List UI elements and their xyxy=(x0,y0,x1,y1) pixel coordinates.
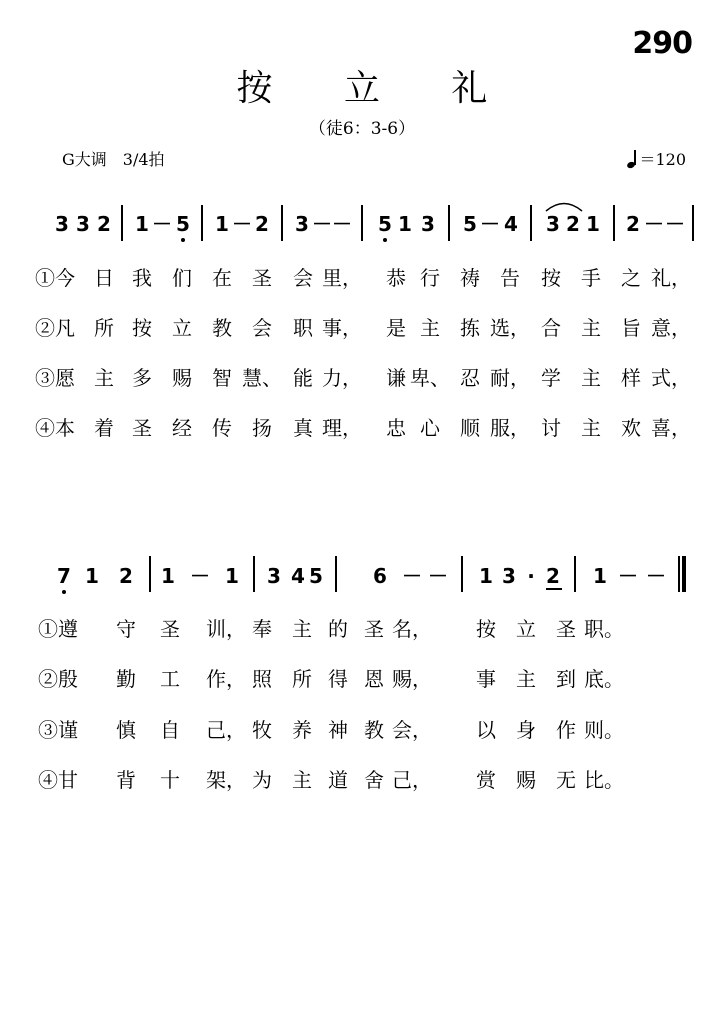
lyric-char: 牧 xyxy=(252,718,272,742)
lyric-char: 无 xyxy=(556,768,576,792)
lyric-char: 圣 xyxy=(252,266,272,290)
note: － xyxy=(644,212,664,236)
lyric-char: 名， xyxy=(392,617,432,641)
note: 1 xyxy=(85,564,99,588)
lyric-char: 得 xyxy=(328,667,348,691)
lyric-char: 经 xyxy=(172,416,192,440)
barline xyxy=(448,205,450,241)
lyric-char: 赐， xyxy=(392,667,432,691)
lyric-char: 耐， xyxy=(490,366,530,390)
note: 1 xyxy=(135,212,149,236)
note: 3 xyxy=(55,212,69,236)
note: － xyxy=(402,564,422,588)
lyric-char: 恩 xyxy=(364,667,384,691)
lyric-line xyxy=(0,617,724,647)
lyric-char: ③谨 xyxy=(38,718,78,742)
lyric-line xyxy=(0,416,724,446)
lyric-char: 会 xyxy=(293,266,313,290)
lyric-char: 养 xyxy=(292,718,312,742)
lyric-char: 力， xyxy=(322,366,362,390)
lyric-char: 慎 xyxy=(116,718,136,742)
lyric-char: 行 xyxy=(420,266,440,290)
note: － xyxy=(232,212,252,236)
lyric-char: 以 xyxy=(476,718,496,742)
lyric-char: 多 xyxy=(132,366,152,390)
lyric-char: 按 xyxy=(476,617,496,641)
lyric-char: 会 xyxy=(252,316,272,340)
note: 2 xyxy=(97,212,111,236)
lyric-char: 赏 xyxy=(476,768,496,792)
lyric-char: 赐 xyxy=(516,768,536,792)
lyric-char: 主 xyxy=(292,768,312,792)
lyric-char: 自 xyxy=(160,718,180,742)
lyric-char: ④甘 xyxy=(38,768,78,792)
note: 1 xyxy=(225,564,239,588)
tempo-value: ＝120 xyxy=(639,150,686,169)
lyric-char: 己， xyxy=(206,718,246,742)
note: 5 xyxy=(309,564,323,588)
lyric-char: 十 xyxy=(160,768,180,792)
lyric-char: 教 xyxy=(212,316,232,340)
note: 3 xyxy=(502,564,516,588)
low-octave-dot xyxy=(181,238,185,242)
note: 6 xyxy=(373,564,387,588)
lyric-char: 扬 xyxy=(252,416,272,440)
lyric-char: 圣 xyxy=(364,617,384,641)
note: 5 xyxy=(176,212,190,236)
note: － xyxy=(428,564,448,588)
note: － xyxy=(332,212,352,236)
lyric-char: 勤 xyxy=(116,667,136,691)
low-octave-dot xyxy=(62,590,66,594)
lyric-char: 欢 xyxy=(621,416,641,440)
lyric-char: 拣 xyxy=(460,316,480,340)
lyric-char: 日 xyxy=(94,266,114,290)
lyric-char: 作 xyxy=(556,718,576,742)
note: 1 xyxy=(479,564,493,588)
lyric-char: 舍 xyxy=(364,768,384,792)
note: － xyxy=(618,564,638,588)
lyric-char: 谦 xyxy=(386,366,406,390)
note: 7 xyxy=(57,564,71,588)
note: － xyxy=(646,564,666,588)
barline xyxy=(692,205,694,241)
lyric-char: 职。 xyxy=(584,617,624,641)
lyric-char: 己， xyxy=(392,768,432,792)
final-barline-thick xyxy=(682,556,686,592)
lyric-char: ④本 xyxy=(35,416,75,440)
lyric-char: 主 xyxy=(581,416,601,440)
lyric-char: 架， xyxy=(206,768,246,792)
lyric-char: 主 xyxy=(516,667,536,691)
lyric-char: 手 xyxy=(581,266,601,290)
note: 5 xyxy=(463,212,477,236)
note: 2 xyxy=(566,212,580,236)
note: － xyxy=(190,564,210,588)
lyric-char: 能 xyxy=(293,366,313,390)
note: 3 xyxy=(421,212,435,236)
final-barline-thin xyxy=(678,556,680,592)
note: 1 xyxy=(161,564,175,588)
lyric-char: 式， xyxy=(651,366,691,390)
lyric-char: 合 xyxy=(541,316,561,340)
lyric-char: 事， xyxy=(322,316,362,340)
note: 1 xyxy=(586,212,600,236)
lyric-char: 卑、 xyxy=(410,366,450,390)
barline xyxy=(149,556,151,592)
note: － xyxy=(312,212,332,236)
lyric-char: 心 xyxy=(420,416,440,440)
lyric-char: 里， xyxy=(322,266,362,290)
lyric-char: 真 xyxy=(293,416,313,440)
lyric-char: 喜， xyxy=(651,416,691,440)
note: － xyxy=(152,212,172,236)
barline xyxy=(253,556,255,592)
lyric-char: 会， xyxy=(392,718,432,742)
lyric-char: 立 xyxy=(172,316,192,340)
lyric-char: 赐 xyxy=(172,366,192,390)
lyric-char: 顺 xyxy=(460,416,480,440)
note: 5 xyxy=(378,212,392,236)
lyric-line xyxy=(0,366,724,396)
lyric-char: 圣 xyxy=(132,416,152,440)
lyric-char: ②凡 xyxy=(35,316,75,340)
note: 3 xyxy=(76,212,90,236)
lyric-char: 守 xyxy=(116,617,136,641)
barline xyxy=(121,205,123,241)
lyric-char: ③愿 xyxy=(35,366,75,390)
lyric-char: 旨 xyxy=(621,316,641,340)
lyric-char: 主 xyxy=(420,316,440,340)
lyric-char: 讨 xyxy=(541,416,561,440)
lyric-char: ②殷 xyxy=(38,667,78,691)
note: 3 xyxy=(295,212,309,236)
lyric-char: 慧、 xyxy=(242,366,282,390)
lyric-char: 比。 xyxy=(584,768,624,792)
lyric-line xyxy=(0,718,724,748)
note: － xyxy=(665,212,685,236)
lyric-line xyxy=(0,667,724,697)
scripture-reference: （徒6：3-6） xyxy=(308,119,416,139)
note: 2 xyxy=(626,212,640,236)
lyric-char: 之 xyxy=(621,266,641,290)
barline xyxy=(530,205,532,241)
note: · xyxy=(527,564,535,588)
lyric-char: 是 xyxy=(386,316,406,340)
lyric-char: 照 xyxy=(252,667,272,691)
lyric-char: 道 xyxy=(328,768,348,792)
note: － xyxy=(480,212,500,236)
note: 1 xyxy=(398,212,412,236)
eighth-underline xyxy=(546,588,562,590)
lyric-char: 忍 xyxy=(460,366,480,390)
lyric-char: 祷 xyxy=(460,266,480,290)
lyric-char: 所 xyxy=(292,667,312,691)
lyric-line xyxy=(0,316,724,346)
lyric-char: 传 xyxy=(212,416,232,440)
lyric-char: 选， xyxy=(490,316,530,340)
note: 1 xyxy=(593,564,607,588)
low-octave-dot xyxy=(383,238,387,242)
barline xyxy=(335,556,337,592)
lyric-char: 训， xyxy=(206,617,246,641)
lyric-char: 忠 xyxy=(386,416,406,440)
lyric-char: 到 xyxy=(556,667,576,691)
lyric-char: 礼， xyxy=(651,266,691,290)
barline xyxy=(613,205,615,241)
lyric-char: 样 xyxy=(621,366,641,390)
lyric-char: 立 xyxy=(516,617,536,641)
lyric-char: 智 xyxy=(212,366,232,390)
lyric-char: 理， xyxy=(322,416,362,440)
hymn-title: 按 立 礼 xyxy=(236,68,518,109)
note: 3 xyxy=(546,212,560,236)
lyric-char: 则。 xyxy=(584,718,624,742)
barline xyxy=(574,556,576,592)
lyric-char: 意， xyxy=(651,316,691,340)
lyric-char: 按 xyxy=(541,266,561,290)
note: 1 xyxy=(215,212,229,236)
lyric-char: 事 xyxy=(476,667,496,691)
lyric-line xyxy=(0,768,724,798)
lyric-char: ①遵 xyxy=(38,617,78,641)
lyric-char: 教 xyxy=(364,718,384,742)
lyric-char: 身 xyxy=(516,718,536,742)
lyric-char: 圣 xyxy=(556,617,576,641)
lyric-char: 圣 xyxy=(160,617,180,641)
lyric-char: 学 xyxy=(541,366,561,390)
barline xyxy=(361,205,363,241)
note: 4 xyxy=(504,212,518,236)
lyric-line xyxy=(0,266,724,296)
lyric-char: 主 xyxy=(581,316,601,340)
lyric-char: 着 xyxy=(94,416,114,440)
lyric-char: 主 xyxy=(581,366,601,390)
lyric-char: 主 xyxy=(94,366,114,390)
lyric-char: 工 xyxy=(160,667,180,691)
hymn-number: 290 xyxy=(632,26,692,61)
note: 2 xyxy=(255,212,269,236)
note: 4 xyxy=(291,564,305,588)
key-signature: G大调 3/4拍 xyxy=(62,150,165,169)
lyric-char: 们 xyxy=(172,266,192,290)
lyric-char: 神 xyxy=(328,718,348,742)
lyric-char: ①今 xyxy=(35,266,75,290)
lyric-char: 作， xyxy=(206,667,246,691)
barline xyxy=(281,205,283,241)
lyric-char: 恭 xyxy=(386,266,406,290)
lyric-char: 主 xyxy=(292,617,312,641)
lyric-char: 为 xyxy=(252,768,272,792)
barline xyxy=(461,556,463,592)
lyric-char: 奉 xyxy=(252,617,272,641)
note: 2 xyxy=(546,564,560,588)
lyric-char: 背 xyxy=(116,768,136,792)
lyric-char: 职 xyxy=(293,316,313,340)
lyric-char: 所 xyxy=(94,316,114,340)
slur-mark xyxy=(544,200,584,212)
lyric-char: 告 xyxy=(500,266,520,290)
barline xyxy=(201,205,203,241)
note: 3 xyxy=(267,564,281,588)
lyric-char: 服， xyxy=(490,416,530,440)
lyric-char: 底。 xyxy=(584,667,624,691)
lyric-char: 在 xyxy=(212,266,232,290)
note: 2 xyxy=(119,564,133,588)
lyric-char: 按 xyxy=(132,316,152,340)
lyric-char: 我 xyxy=(132,266,152,290)
lyric-char: 的 xyxy=(328,617,348,641)
